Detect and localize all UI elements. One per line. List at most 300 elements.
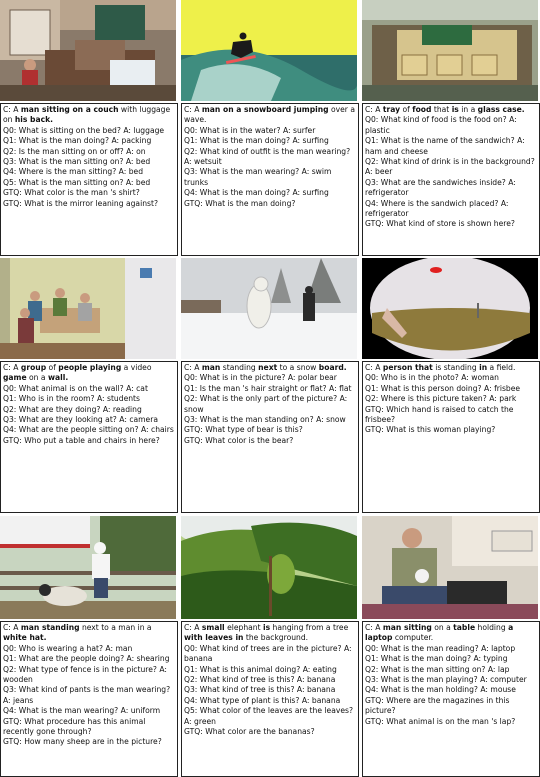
answer-text: computer [490,675,527,685]
answer-key: A: [365,167,373,177]
caption-segment: C: A [365,105,383,114]
caption-segment: C: A [365,623,383,632]
answer-key: A: [120,706,129,716]
question-text: What is the man wearing? [199,167,300,177]
question-key: Q4: [184,695,200,705]
caption-segment: his back. [14,115,54,125]
qa-line [3,405,175,415]
qa-line [3,167,175,177]
qa-line [184,706,356,727]
qa-line [365,654,537,664]
photo-man-on-couch [0,0,176,101]
qa-box-8 [181,621,359,777]
question-key: Q0: [184,373,200,383]
qa-line [3,706,175,716]
question-text: What are they doing? [18,404,101,414]
answer-key: A: [126,654,135,664]
answer-text: bed [135,157,151,167]
question-key: Q1: [365,654,381,664]
question-text: What is the man doing? [199,188,291,198]
answer-key: A: [329,383,337,393]
photo-frisbee-field [362,258,538,359]
qa-line [365,665,537,675]
caption-segment: on a [431,623,454,632]
question-key: GTQ: [365,695,387,705]
qa-box-3 [362,103,540,256]
answer-key: A: [96,394,105,404]
answer-key: A: [102,404,111,414]
question-text: Who is in the room? [18,394,95,404]
answer-text: ham and cheese [365,146,428,156]
qa-line [3,685,175,706]
answer-text: laptop [491,643,516,653]
question-key: Q2: [3,146,19,156]
question-key: Q3: [184,685,200,695]
answer-key: A: [316,415,324,425]
answer-key: A: [119,415,127,425]
qa-line [3,199,175,209]
answer-key: A: [282,125,291,135]
answer-text: refrigerator [365,209,409,219]
answer-text: surfer [292,125,316,135]
question-text: What is the mirror leaning against? [24,198,158,208]
caption [3,105,175,126]
answer-key: A: [296,675,305,685]
caption [365,623,537,644]
question-text: What is the man doing? [18,136,110,146]
question-text: What is the man reading? [380,643,479,653]
qa-lines [365,373,537,435]
caption-segment: hanging from a tree [270,623,349,632]
qa-line [3,654,175,664]
question-key: Q1: [184,664,200,674]
answer-key: A: [487,664,496,674]
answer-text: students [107,394,140,404]
qa-line [365,717,537,727]
answer-key: A: [123,125,131,135]
question-text: What are the sandwiches inside? [380,177,506,187]
answer-key: A: [484,383,492,393]
caption-segment: that [431,105,452,114]
qa-line [365,157,537,178]
answer-text: camera [129,415,158,425]
question-key: Q0: [365,115,381,125]
qa-line [3,384,175,394]
caption-segment: a field. [487,363,516,372]
answer-text: mouse [490,685,516,695]
answer-key: A: [3,695,11,705]
qa-line [3,644,175,654]
caption-segment: C: A [365,363,383,372]
answer-text: packing [121,136,152,146]
answer-text: man [115,643,133,653]
qa-lines [184,373,356,446]
panel-7 [0,516,178,777]
caption-segment: people playing [58,363,122,372]
qa-line [365,115,537,136]
caption [184,623,356,644]
answer-text: snow [326,415,346,425]
question-text: What is the man doing? [199,136,291,146]
answer-text: woman [471,373,499,383]
qa-line [3,425,175,435]
qa-line [184,665,356,675]
qa-line [365,178,537,199]
qa-lines [3,384,175,446]
question-key: Q3: [184,415,200,425]
caption-segment: C: A [3,363,21,372]
question-text: What is the man doing? [380,654,472,664]
question-key: Q4: [3,706,19,716]
question-text: What is the man playing? [380,675,478,685]
caption-segment: standing [220,363,259,372]
question-key: Q0: [184,643,200,653]
photo-snow-bear [181,258,357,359]
question-key: Q3: [3,157,19,167]
qa-line [365,685,537,695]
question-text: Who is wearing a hat? [18,643,103,653]
panel-9 [362,516,540,777]
question-key: Q4: [365,685,381,695]
question-text: What are they looking at? [18,415,117,425]
qa-line [365,394,537,404]
question-text: What animal is on the man 's lap? [386,716,516,726]
answer-key: A: [292,136,301,146]
question-key: Q3: [365,177,381,187]
question-text: What type of bear is this? [205,425,303,435]
question-text: What is this woman playing? [386,425,496,435]
question-key: Q0: [365,373,381,383]
answer-key: A: [500,198,509,208]
question-key: GTQ: [3,435,25,445]
answer-key: A: [473,654,482,664]
caption [365,105,537,115]
question-key: Q1: [184,136,200,146]
photo-surfer [181,0,357,101]
caption-segment: board. [318,363,347,372]
caption-segment: with leaves in [184,633,244,643]
qa-line [3,178,175,188]
question-text: What is the man sitting on? [18,157,124,167]
qa-lines [184,644,356,738]
caption-segment: wall. [47,373,69,383]
qa-line [184,675,356,685]
question-key: Q0: [3,383,19,393]
qa-line [184,373,356,383]
caption-segment: man sitting on a couch [20,105,119,114]
caption-segment: group [20,363,47,372]
question-key: Q1: [365,383,381,393]
qa-line [184,425,356,435]
qa-line [184,126,356,136]
question-text: What color is the bear? [205,435,294,445]
answer-key: A: [508,177,516,187]
caption-segment: small [201,623,225,632]
question-key: Q4: [3,167,19,177]
question-text: What is sitting on the bed? [18,125,121,135]
question-key: Q2: [365,394,381,404]
caption-segment: of [400,105,413,114]
question-text: How many sheep are in the picture? [24,737,162,747]
qa-line [184,727,356,737]
caption-segment: white hat. [3,633,47,643]
question-key: Q2: [365,157,381,167]
panel-6 [362,258,540,513]
answer-text: snow [184,404,204,414]
qa-line [184,696,356,706]
answer-key: A: [343,643,352,653]
answer-text: beer [375,167,393,177]
qa-line [365,384,537,394]
qa-box-7 [0,621,178,777]
qa-line [365,675,537,685]
qa-line [184,436,356,446]
qa-line [184,167,356,188]
qa-lines [365,115,537,229]
question-text: What are the people doing? [18,654,125,664]
question-text: What kind of store is shown here? [386,219,515,229]
qa-lines [3,126,175,209]
question-key: Q3: [184,167,200,177]
qa-line [3,126,175,136]
answer-text: eating [312,664,337,674]
answer-key: A: [517,136,525,146]
qa-line [184,685,356,695]
caption-segment: is [263,623,271,632]
question-key: Q1: [3,394,19,404]
answer-key: A: [302,664,311,674]
question-text: Which hand is raised to catch the frisbee? [365,404,514,425]
answer-text: flat [339,383,352,393]
qa-line [3,147,175,157]
photo-sheep-shearing [0,516,176,619]
question-text: What is the only part of the picture? [199,394,338,404]
question-key: Q4: [184,188,200,198]
caption-segment: man sitting [382,623,432,632]
qa-line [3,436,175,446]
panel-2 [181,0,359,256]
question-key: GTQ: [184,435,206,445]
question-key: GTQ: [3,198,25,208]
answer-text: green [194,716,216,726]
question-text: What is the man sitting on? [18,177,124,187]
qa-box-9 [362,621,540,777]
qa-line [365,425,537,435]
question-text: What is the man doing? [205,198,296,208]
question-key: Q2: [365,664,381,674]
answer-text: polar bear [297,373,337,383]
caption-segment: in a [458,105,478,114]
question-text: What is the man holding? [380,685,478,695]
question-text: What is the man wearing? [18,706,119,716]
answer-text: park [499,394,517,404]
qa-line [184,384,356,394]
photo-food-tray [362,0,538,101]
qa-line [365,405,537,426]
panel-5 [181,258,359,513]
answer-key: A: [159,664,167,674]
question-text: What color is the man 's shirt? [24,188,140,198]
question-text: What kind of food is the food on? [380,115,507,125]
answer-text: bed [135,177,151,187]
caption-segment: C: A [184,623,202,632]
panel-4 [0,258,178,513]
qa-line [184,644,356,665]
answer-key: A: [184,716,192,726]
question-text: What kind of trees are in the picture? [199,643,342,653]
question-key: GTQ: [184,425,206,435]
answer-key: A: [301,167,310,177]
qa-line [365,136,537,157]
caption-segment: to a snow [277,363,319,372]
answer-text: banana [306,685,336,695]
question-key: Q2: [184,675,200,685]
answer-key: A: [105,643,114,653]
question-text: What is in the water? [199,125,281,135]
qa-line [184,394,356,415]
question-text: What type of fence is in the picture? [18,664,157,674]
question-text: Is the man 's hair straight or flat? [199,383,327,393]
caption-segment: computer. [392,633,434,643]
photo-man-laptop [362,516,538,619]
question-text: What kind of tree is this? [199,685,295,695]
caption [184,363,356,373]
caption-segment: C: A [184,105,202,114]
answer-text: banana [311,695,341,705]
question-key: Q0: [365,643,381,653]
answer-key: A: [296,685,305,695]
question-key: Q5: [184,706,200,716]
answer-text: jeans [13,695,34,705]
question-key: Q2: [184,146,200,156]
question-key: GTQ: [365,716,387,726]
question-text: Where is this picture taken? [380,394,487,404]
qa-line [184,136,356,146]
answer-key: A: [184,157,192,167]
qa-line [3,737,175,747]
qa-line [3,415,175,425]
qa-box-4 [0,361,178,513]
qa-lines [365,644,537,727]
answer-text: frisbee [494,383,521,393]
answer-text: banana [306,675,336,685]
question-text: What color of the leaves are the leaves? [199,706,353,716]
qa-line [365,199,537,220]
answer-key: A: [111,136,120,146]
question-text: Where is the man sitting? [18,167,117,177]
answer-text: wooden [3,675,33,685]
question-key: Q1: [365,136,381,146]
caption-segment: man standing [20,623,80,632]
question-text: What is this animal doing? [199,664,301,674]
question-key: Q4: [365,198,381,208]
qa-box-2 [181,103,359,256]
answer-key: A: [125,177,134,187]
qa-line [3,136,175,146]
question-text: What is the man standing on? [199,415,314,425]
question-text: Is the man sitting on or off? [18,146,124,156]
answer-key: A: [480,675,488,685]
qa-line [365,696,537,717]
caption [3,623,175,644]
caption-segment: holding [475,623,509,632]
answer-key: A: [489,394,497,404]
question-text: What kind of pants is the man wearing? [18,685,171,695]
question-text: What kind of drink is in the background? [380,157,535,167]
caption-segment: tray [382,105,401,114]
answer-text: uniform [130,706,161,716]
caption-segment: of [46,363,59,372]
caption-segment: man on a snowboard jumping [201,105,329,114]
answer-key: A: [461,373,469,383]
caption [365,363,537,373]
answer-text: shearing [136,654,170,664]
answer-text: typing [483,654,508,664]
answer-text: refrigerator [365,188,409,198]
question-key: Q2: [3,404,19,414]
caption-segment: on a [26,373,48,383]
qa-line [365,219,537,229]
answer-text: luggage [133,125,165,135]
question-key: GTQ: [184,727,206,737]
question-key: Q3: [365,675,381,685]
qa-box-5 [181,361,359,513]
qa-line [184,415,356,425]
question-text: What procedure has this animal recently gone through? [3,716,146,737]
question-key: Q1: [184,383,200,393]
caption [3,363,175,384]
question-text: What animal is on the wall? [18,383,124,393]
question-text: Where is the sandwich placed? [380,198,499,208]
caption-segment: a video [121,363,152,372]
qa-lines [184,126,356,209]
question-text: What are the people sitting on? [18,425,139,435]
caption-segment: C: A [3,105,21,114]
answer-text: surfing [302,188,329,198]
answer-text: swim trunks [184,167,332,187]
photo-group-room [0,258,176,359]
question-key: GTQ: [365,219,387,229]
question-key: GTQ: [3,737,25,747]
question-text: Where are the magazines in this picture? [365,695,510,716]
qa-line [184,188,356,198]
answer-key: A: [126,383,134,393]
caption-segment: with luggage on [3,105,171,125]
panel-8 [181,516,359,777]
qa-box-6 [362,361,540,513]
answer-text: reading [112,404,142,414]
answer-key: A: [140,425,149,435]
answer-key: A: [480,685,488,695]
question-key: Q1: [3,654,19,664]
answer-text: plastic [365,125,390,135]
caption-segment: over a wave. [184,105,355,125]
question-key: Q0: [3,643,19,653]
question-text: What is the man sitting on? [380,664,486,674]
question-text: What is in the picture? [199,373,286,383]
answer-text: chairs [151,425,174,435]
qa-line [365,373,537,383]
qa-line [3,717,175,738]
question-text: What kind of outfit is the man wearing? [199,146,351,156]
question-text: What is this person doing? [380,383,482,393]
caption-segment: man [201,363,221,372]
caption-segment: is [451,105,459,114]
answer-text: cat [136,383,148,393]
caption-segment: the background. [243,633,309,643]
question-key: GTQ: [365,425,387,435]
question-key: Q5: [3,177,19,187]
